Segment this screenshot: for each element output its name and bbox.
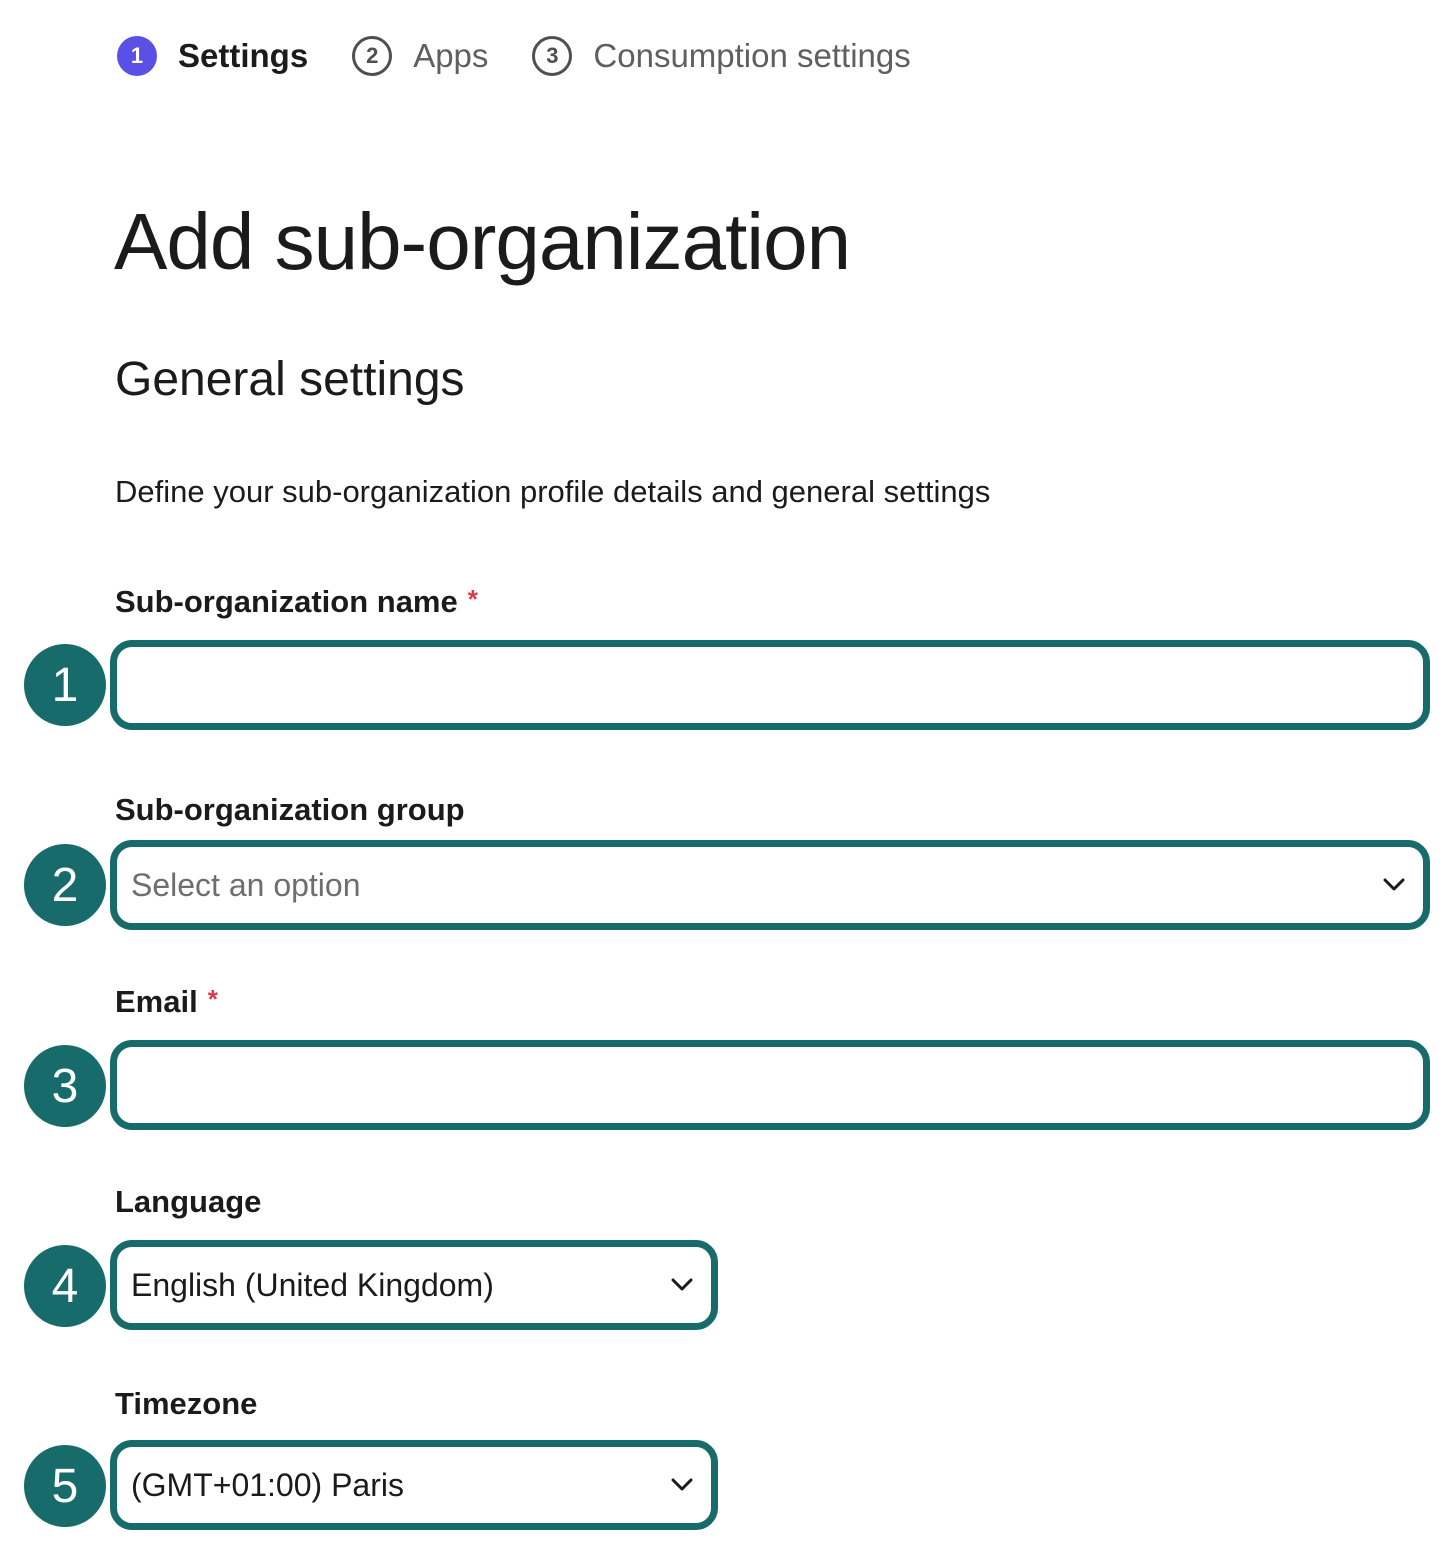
- email-label-text: Email: [115, 984, 198, 1019]
- annotation-badge-3: 3: [24, 1045, 106, 1127]
- select-inner[interactable]: [117, 1447, 711, 1523]
- step-label: Apps: [413, 37, 489, 74]
- name-label: [115, 584, 478, 620]
- group-select-placeholder: Select an option: [131, 866, 361, 903]
- step-apps[interactable]: [352, 36, 488, 76]
- input-inner[interactable]: [117, 1047, 1423, 1123]
- chevron-down-icon: [669, 1272, 695, 1298]
- email-input[interactable]: [110, 1040, 1430, 1130]
- page-title: Add sub-organization: [114, 197, 851, 286]
- sub-organization-group-select[interactable]: [110, 840, 1430, 930]
- annotation-badge-1: 1: [24, 644, 106, 726]
- email-label: [115, 984, 218, 1020]
- required-asterisk: *: [467, 584, 478, 614]
- language-label: Language: [115, 1184, 262, 1219]
- language-select-value: English (United Kingdom): [131, 1266, 494, 1303]
- step-consumption-settings[interactable]: [532, 36, 910, 76]
- step-number-badge: 1: [117, 36, 157, 76]
- step-label: Settings: [178, 37, 309, 74]
- required-asterisk: *: [207, 984, 218, 1014]
- step-settings[interactable]: [117, 36, 308, 76]
- language-select[interactable]: [110, 1240, 718, 1330]
- step-number-badge: 2: [352, 36, 392, 76]
- step-number-badge: 3: [532, 36, 572, 76]
- timezone-select-value: (GMT+01:00) Paris: [131, 1466, 404, 1503]
- group-label: Sub-organization group: [115, 792, 465, 827]
- step-label: Consumption settings: [593, 37, 911, 74]
- name-label-text: Sub-organization name: [115, 584, 458, 619]
- section-description: Define your sub-organization profile details and general settings: [115, 474, 991, 509]
- chevron-down-icon: [1381, 872, 1407, 898]
- annotation-badge-5: 5: [24, 1445, 106, 1527]
- chevron-down-icon: [669, 1472, 695, 1498]
- select-inner[interactable]: [117, 1247, 711, 1323]
- section-title: General settings: [115, 353, 465, 406]
- select-inner[interactable]: [117, 847, 1423, 923]
- timezone-select[interactable]: [110, 1440, 718, 1530]
- sub-organization-name-input[interactable]: [110, 640, 1430, 730]
- annotation-badge-2: 2: [24, 844, 106, 926]
- stepper: [117, 36, 955, 76]
- input-inner[interactable]: [117, 647, 1423, 723]
- annotation-badge-4: 4: [24, 1245, 106, 1327]
- timezone-label: Timezone: [115, 1386, 258, 1421]
